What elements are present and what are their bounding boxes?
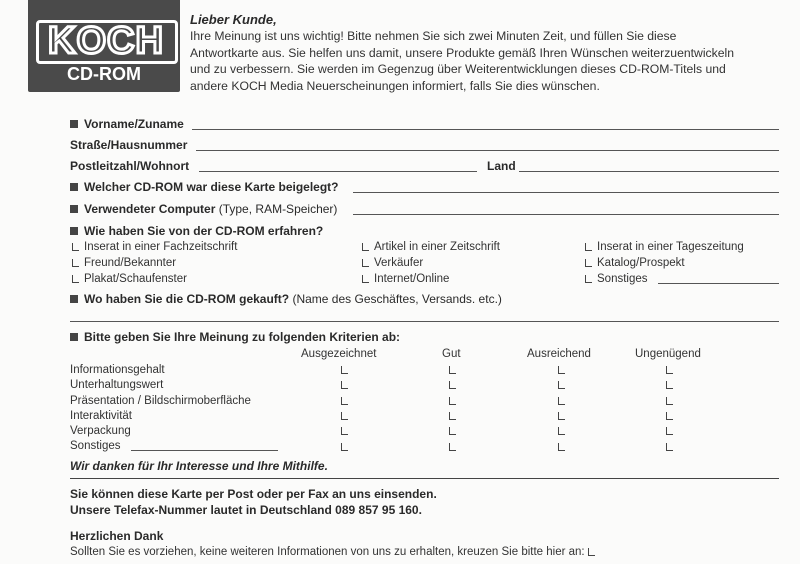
cdrom-label: Welcher CD-ROM war diese Karte beigelegt? bbox=[70, 180, 339, 194]
street-field[interactable] bbox=[196, 150, 779, 151]
criterion-label: Interaktivität bbox=[70, 409, 132, 422]
koch-cdrom-logo bbox=[28, 0, 180, 92]
rating-col-gut: Gut bbox=[442, 348, 461, 360]
rating-checkbox[interactable] bbox=[666, 366, 673, 374]
rating-checkbox[interactable] bbox=[666, 412, 673, 420]
source-option[interactable]: Artikel in einer Zeitschrift bbox=[362, 239, 500, 255]
rating-col-ungenuegend: Ungenügend bbox=[635, 348, 701, 360]
bullet-square bbox=[70, 120, 78, 128]
checkbox-icon[interactable] bbox=[72, 275, 79, 283]
country-label: Land bbox=[487, 159, 516, 173]
bullet-square bbox=[70, 295, 78, 303]
purchase-question: Wo haben Sie die CD-ROM gekauft? (Name des Geschäftes, Versands. etc.) bbox=[70, 292, 502, 306]
closing-text: Herzlichen Dank bbox=[70, 529, 164, 543]
greeting: Lieber Kunde, bbox=[190, 12, 277, 27]
optout-text: Sollten Sie es vorziehen, keine weiteren Informationen von uns zu erhalten, kreuzen Sie bitte hier an: bbox=[70, 546, 600, 558]
intro-line: Antwortkarte aus. Sie helfen uns damit, unsere Produkte gemäß Ihren Wünschen weiterzuentwickeln bbox=[190, 45, 734, 60]
send-instructions bbox=[70, 486, 437, 518]
criterion-label: Informationsgehalt bbox=[70, 364, 165, 376]
rating-col-ausreichend: Ausreichend bbox=[527, 348, 591, 360]
optout-checkbox[interactable] bbox=[588, 548, 595, 556]
criterion-label: Präsentation / Bildschirmoberfläche bbox=[70, 394, 251, 407]
thanks-text: Wir danken für Ihr Interesse und Ihre Mithilfe. bbox=[70, 459, 328, 473]
cdrom-field[interactable] bbox=[353, 192, 779, 193]
source-option[interactable]: Freund/Bekannter bbox=[72, 255, 237, 271]
source-col3 bbox=[585, 239, 744, 287]
intro-line: Ihre Meinung ist uns wichtig! Bitte nehmen Sie sich zwei Minuten Zeit, und füllen Sie diese bbox=[190, 29, 677, 43]
rating-checkbox[interactable] bbox=[449, 412, 456, 420]
checkbox-icon[interactable] bbox=[362, 275, 369, 283]
source-option[interactable]: Sonstiges bbox=[585, 271, 744, 287]
rating-checkbox[interactable] bbox=[341, 366, 348, 374]
rating-checkbox[interactable] bbox=[558, 427, 565, 435]
source-question: Wie haben Sie von der CD-ROM erfahren? bbox=[70, 224, 323, 238]
fax-line: Unsere Telefax-Nummer lautet in Deutschland 089 857 95 160. bbox=[70, 503, 422, 517]
rating-checkbox[interactable] bbox=[558, 443, 565, 451]
rating-checkbox[interactable] bbox=[449, 443, 456, 451]
logo-subtitle: CD-ROM bbox=[67, 64, 141, 84]
source-col2 bbox=[362, 239, 500, 287]
source-option[interactable]: Internet/Online bbox=[362, 271, 500, 287]
purchase-field[interactable] bbox=[70, 321, 779, 322]
rating-checkbox[interactable] bbox=[666, 397, 673, 405]
rating-checkbox[interactable] bbox=[558, 381, 565, 389]
send-line: Sie können diese Karte per Post oder per Fax an uns einsenden. bbox=[70, 487, 437, 501]
rating-checkbox[interactable] bbox=[341, 412, 348, 420]
rating-checkbox[interactable] bbox=[341, 443, 348, 451]
rating-checkbox[interactable] bbox=[558, 366, 565, 374]
source-option[interactable]: Plakat/Schaufenster bbox=[72, 271, 237, 287]
rating-checkbox[interactable] bbox=[341, 397, 348, 405]
bullet-square bbox=[70, 227, 78, 235]
computer-label: Verwendeter Computer (Type, RAM-Speicher) bbox=[70, 202, 337, 216]
criterion-label: Verpackung bbox=[70, 425, 131, 438]
rating-checkbox[interactable] bbox=[558, 397, 565, 405]
rating-checkbox[interactable] bbox=[449, 397, 456, 405]
rating-checkbox[interactable] bbox=[666, 427, 673, 435]
divider bbox=[70, 478, 779, 479]
rating-checkbox[interactable] bbox=[449, 427, 456, 435]
rating-checkbox[interactable] bbox=[558, 412, 565, 420]
bullet-square bbox=[70, 333, 78, 341]
name-label: Vorname/Zuname bbox=[70, 117, 184, 131]
intro-text bbox=[190, 28, 786, 94]
source-option[interactable]: Inserat in einer Fachzeitschrift bbox=[72, 239, 237, 255]
checkbox-icon[interactable] bbox=[585, 259, 592, 267]
source-option[interactable]: Inserat in einer Tageszeitung bbox=[585, 239, 744, 255]
rating-criteria bbox=[70, 363, 251, 455]
country-field[interactable] bbox=[519, 171, 779, 172]
source-option[interactable]: Katalog/Prospekt bbox=[585, 255, 744, 271]
checkbox-icon[interactable] bbox=[362, 243, 369, 251]
street-label: Straße/Hausnummer bbox=[70, 138, 188, 152]
rating-col-ausgezeichnet: Ausgezeichnet bbox=[301, 348, 377, 360]
rating-question: Bitte geben Sie Ihre Meinung zu folgenden Kriterien ab: bbox=[70, 330, 400, 344]
name-field[interactable] bbox=[192, 129, 779, 130]
bullet-square bbox=[70, 205, 78, 213]
source-other-field[interactable] bbox=[658, 283, 779, 284]
rating-checkbox[interactable] bbox=[341, 427, 348, 435]
intro-line: andere KOCH Media Neuerscheinungen informiert, falls Sie dies wünschen. bbox=[190, 78, 600, 93]
intro-line: und zu verbessern. Sie werden im Gegenzug über Weiterentwicklungen dieses CD-ROM-Titels und bbox=[190, 62, 726, 76]
criterion-label: Sonstiges bbox=[70, 440, 121, 453]
source-option[interactable]: Verkäufer bbox=[362, 255, 500, 271]
checkbox-icon[interactable] bbox=[585, 243, 592, 251]
criterion-label: Unterhaltungswert bbox=[70, 379, 164, 392]
rating-checkbox[interactable] bbox=[449, 381, 456, 389]
checkbox-icon[interactable] bbox=[72, 243, 79, 251]
checkbox-icon[interactable] bbox=[72, 259, 79, 267]
rating-checkbox[interactable] bbox=[341, 381, 348, 389]
computer-field[interactable] bbox=[353, 214, 779, 215]
bullet-square bbox=[70, 183, 78, 191]
logo-wordmark: KOCH bbox=[48, 20, 164, 62]
criterion-other-field[interactable] bbox=[131, 450, 278, 451]
postal-label: Postleitzahl/Wohnort bbox=[70, 159, 190, 173]
checkbox-icon[interactable] bbox=[362, 259, 369, 267]
postal-field[interactable] bbox=[199, 171, 477, 172]
checkbox-icon[interactable] bbox=[585, 275, 592, 283]
rating-checkbox[interactable] bbox=[666, 381, 673, 389]
rating-checkbox[interactable] bbox=[666, 443, 673, 451]
source-col1 bbox=[72, 239, 237, 287]
rating-checkbox[interactable] bbox=[449, 366, 456, 374]
